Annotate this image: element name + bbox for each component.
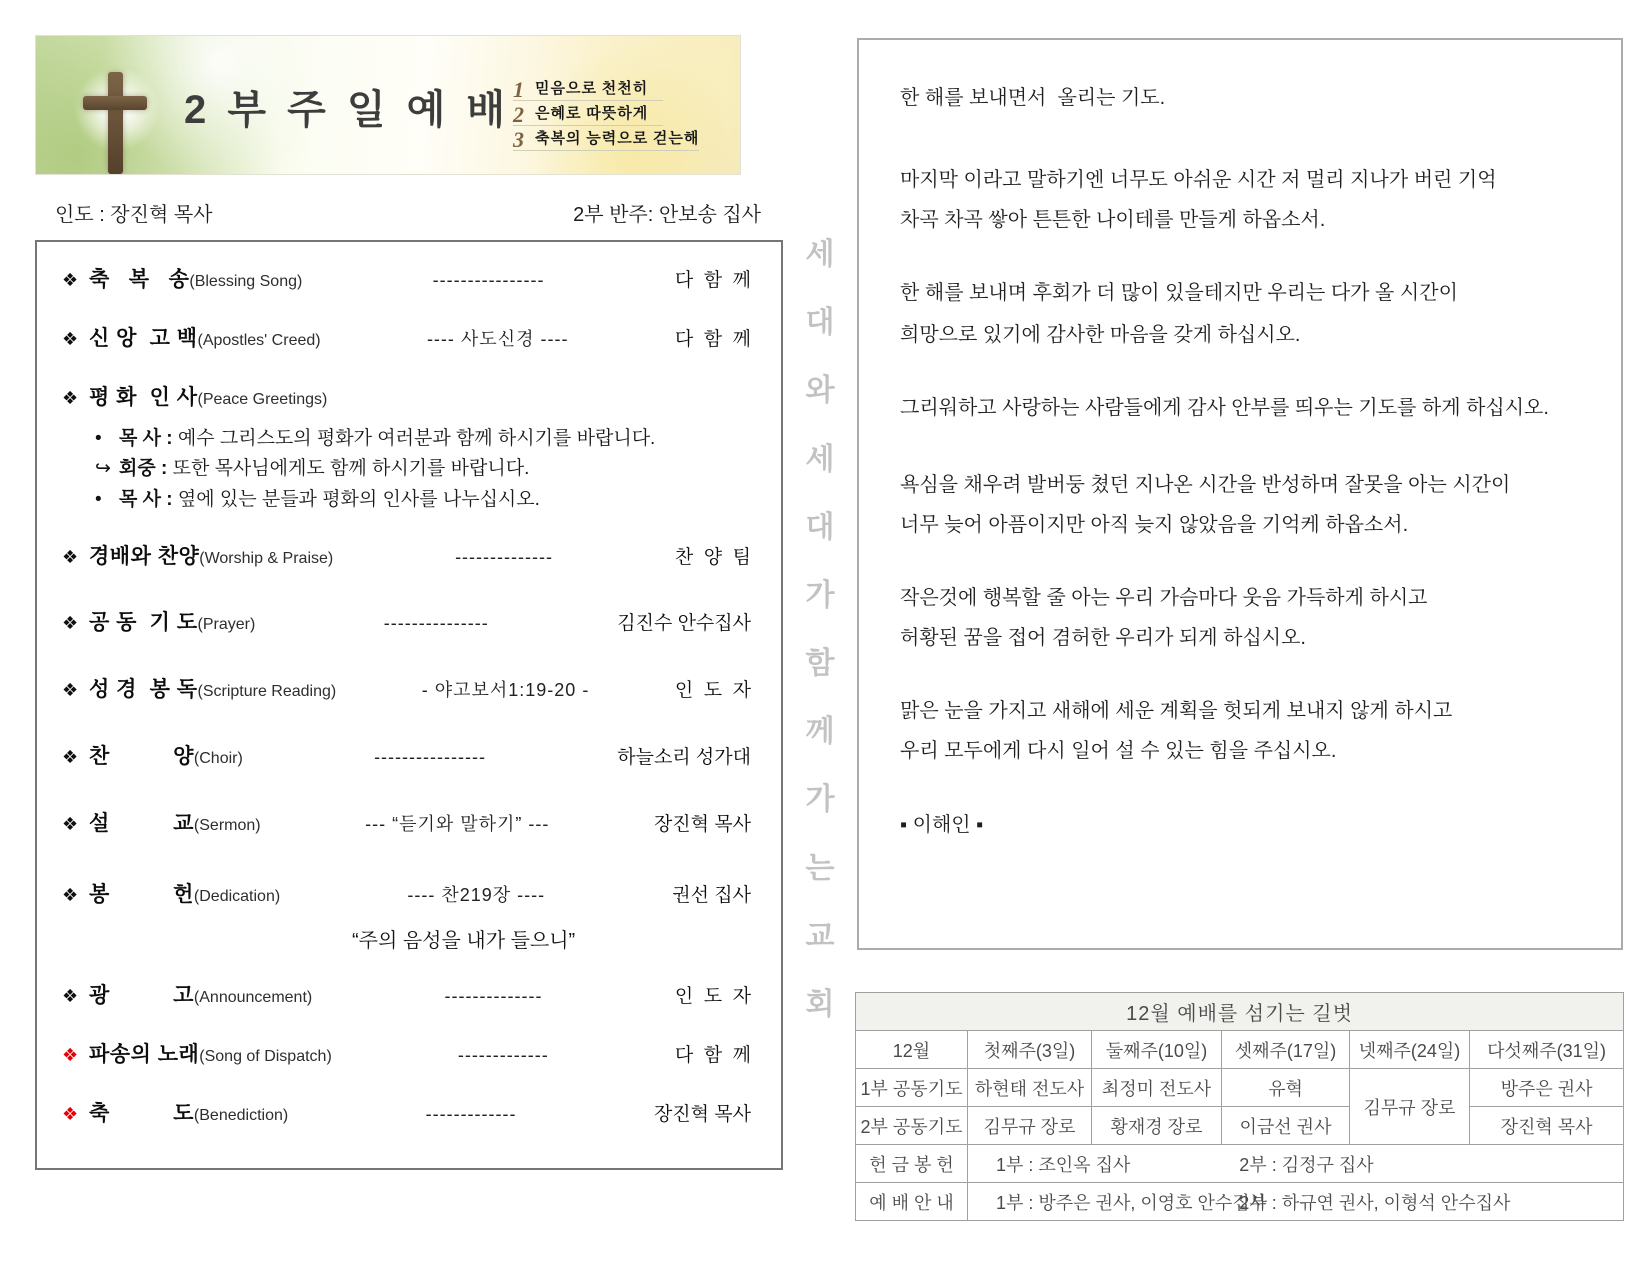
row-label: 헌 금 봉 헌: [856, 1145, 968, 1183]
slogan-line: [513, 102, 663, 127]
row-label: 2부 공동기도: [856, 1107, 968, 1145]
order-title-en: (Prayer): [197, 616, 256, 633]
order-item-blessing-song: [62, 266, 751, 294]
col-week2: 둘째주(10일): [1092, 1031, 1222, 1069]
order-title: 성 경 봉 독: [89, 678, 198, 701]
cross-icon-bar: [83, 96, 147, 110]
order-item-prayer: [62, 609, 751, 637]
order-center: --- “듣기와 말하기” ---: [365, 814, 550, 834]
diamond-icon: ❖: [62, 613, 79, 633]
motto-char: 세: [805, 442, 835, 476]
prayer-box: [857, 38, 1623, 950]
order-performer: 다 함 께: [674, 270, 751, 291]
order-title-en: (Sermon): [193, 817, 261, 834]
cell: 이금선 권사: [1222, 1107, 1350, 1145]
order-center: ---- 사도신경 ----: [426, 329, 569, 349]
order-title-en: (Benediction): [193, 1107, 289, 1124]
motto-char: 회: [805, 987, 835, 1021]
cell-merged: 김무규 장로: [1350, 1069, 1470, 1145]
order-item-apostles-creed: [62, 325, 751, 353]
offering-part2: 2부 : 김정구 집사: [1239, 1154, 1374, 1175]
order-title: 공 동 기 도: [89, 611, 198, 634]
order-item-song-of-dispatch: [62, 1041, 751, 1069]
vertical-motto: [799, 240, 841, 1020]
order-performer: 다 함 께: [674, 329, 751, 350]
order-title-en: (Peace Greetings): [197, 391, 328, 408]
diamond-icon-red: ❖: [62, 1104, 79, 1124]
motto-char: 가: [805, 578, 835, 612]
diamond-icon-red: ❖: [62, 1045, 79, 1065]
col-week1: 첫째주(3일): [968, 1031, 1092, 1069]
order-item-dedication: [62, 881, 751, 909]
order-title: 평 화 인 사: [89, 386, 198, 409]
order-title: 광 고: [89, 984, 194, 1007]
slogan-line: [513, 77, 663, 102]
order-title-en: (Apostles' Creed): [197, 332, 321, 349]
table-row-usher: [856, 1183, 1624, 1221]
order-title: 찬 양: [89, 745, 194, 768]
order-title: 신 앙 고 백: [89, 327, 198, 350]
order-title-en: (Song of Dispatch): [199, 1048, 332, 1065]
cell: 유혁: [1222, 1069, 1350, 1107]
diamond-icon: ❖: [62, 747, 79, 767]
order-performer: 하늘소리 성가대: [617, 747, 751, 768]
diamond-icon: ❖: [62, 814, 79, 834]
diamond-icon: ❖: [62, 885, 79, 905]
bullet-icon: •: [95, 428, 102, 449]
peace-line-pastor2: [95, 487, 751, 513]
slogan-number: 3: [513, 127, 524, 152]
order-performer: 김진수 안수집사: [617, 613, 751, 634]
order-item-peace-greetings: [62, 384, 751, 412]
prayer-line: 작은것에 행복할 줄 아는 우리 가슴마다 웃음 가득하게 하시고: [900, 587, 1428, 609]
banner: [35, 35, 741, 175]
order-performer: 장진혁 목사: [653, 814, 751, 835]
prayer-line: 차곡 차곡 쌓아 튼튼한 나이테를 만들게 하옵소서.: [900, 209, 1326, 231]
banner-title: 2 부 주 일 예 배: [184, 88, 511, 133]
order-title-en: (Scripture Reading): [197, 683, 337, 700]
order-item-announcement: [62, 982, 751, 1010]
order-center: - 야고보서1:19-20 -: [421, 680, 590, 700]
order-title: 봉 헌: [89, 883, 194, 906]
diamond-icon: ❖: [62, 986, 79, 1006]
order-center: --------------: [455, 547, 553, 567]
motto-char: 는: [805, 851, 835, 885]
col-week5: 다섯째주(31일): [1470, 1031, 1624, 1069]
service-leader: 인도 : 장진혁 목사: [55, 204, 213, 226]
motto-char: 께: [805, 715, 835, 749]
order-title: 경배와 찬양: [89, 545, 200, 568]
banner-slogans: [513, 77, 733, 155]
speaker-text: 또한 목사님에게도 함께 하시기를 바랍니다.: [172, 458, 530, 479]
motto-char: 교: [805, 919, 835, 953]
order-center: ---------------: [383, 613, 489, 633]
order-title: 파송의 노래: [89, 1043, 200, 1066]
diamond-icon: ❖: [62, 270, 79, 290]
cross-icon: [108, 72, 123, 174]
order-title-en: (Choir): [193, 750, 243, 767]
bullet-icon: •: [95, 489, 102, 510]
order-center: -------------: [425, 1104, 517, 1124]
col-week3: 셋째주(17일): [1222, 1031, 1350, 1069]
cell: 하현태 전도사: [968, 1069, 1092, 1107]
serving-table: [855, 992, 1624, 1221]
order-performer: 다 함 께: [674, 1045, 751, 1066]
row-label: 예 배 안 내: [856, 1183, 968, 1221]
prayer-line: 마지막 이라고 말하기엔 너무도 아쉬운 시간 저 멀리 지나가 버린 기억: [900, 169, 1497, 191]
dedication-song-title: “주의 음성을 내가 들으니”: [352, 930, 576, 952]
worship-order-box: [35, 240, 783, 1170]
motto-char: 대: [805, 510, 835, 544]
slogan-text: 믿음으로 천천히: [535, 81, 649, 97]
order-item-choir: [62, 743, 751, 771]
arrow-icon: ↪: [95, 458, 111, 479]
order-performer: 인 도 자: [674, 680, 751, 701]
cell: 방주은 권사: [1470, 1069, 1624, 1107]
order-item-scripture-reading: [62, 676, 751, 704]
order-performer: 찬 양 팀: [674, 547, 751, 568]
col-week4: 넷째주(24일): [1350, 1031, 1470, 1069]
order-title: 설 교: [89, 812, 194, 835]
table-row-prayer1: [856, 1069, 1624, 1107]
table-title: 12월 예배를 섬기는 길벗: [856, 993, 1624, 1031]
slogan-text: 축복의 능력으로 걷는해: [535, 131, 700, 147]
order-title-en: (Worship & Praise): [199, 550, 334, 567]
prayer-line: 희망으로 있기에 감사한 마음을 갖게 하십시오.: [900, 324, 1301, 346]
order-center: --------------: [444, 986, 543, 1006]
speaker-text: 옆에 있는 분들과 평화의 인사를 나누십시오.: [177, 489, 540, 510]
speaker-label: 회중 :: [119, 458, 173, 479]
table-row-offering: [856, 1145, 1624, 1183]
order-performer: 권선 집사: [672, 885, 751, 906]
speaker-label: 목 사 :: [119, 428, 178, 449]
usher-part1: 1부 : 방주은 권사, 이영호 안수집사: [996, 1192, 1268, 1213]
order-title-en: (Dedication): [193, 888, 281, 905]
motto-char: 세: [805, 238, 835, 271]
prayer-line: 한 해를 보내면서 올리는 기도.: [900, 87, 1166, 109]
prayer-line: 한 해를 보내며 후회가 더 많이 있을테지만 우리는 다가 올 시간이: [900, 282, 1458, 304]
order-item-worship-praise: [62, 543, 751, 571]
order-center: ----------------: [432, 270, 545, 290]
prayer-line: 맑은 눈을 가지고 새해에 세운 계획을 헛되게 보내지 않게 하시고: [900, 700, 1453, 722]
order-performer: 인 도 자: [674, 986, 751, 1007]
speaker-text: 예수 그리스도의 평화가 여러분과 함께 하시기를 바랍니다.: [177, 428, 656, 449]
order-title-en: (Blessing Song): [189, 273, 303, 290]
order-center: ----------------: [374, 747, 486, 767]
cell: 장진혁 목사: [1470, 1107, 1624, 1145]
slogan-text: 은혜로 따뜻하게: [535, 106, 649, 122]
order-center: -------------: [457, 1045, 549, 1065]
prayer-line: 욕심을 채우려 발버둥 쳤던 지나온 시간을 반성하며 잘못을 아는 시간이: [900, 474, 1511, 496]
order-title: 축 도: [89, 1102, 194, 1125]
table-header-row: [856, 1031, 1624, 1069]
col-month: 12월: [856, 1031, 968, 1069]
order-center: ---- 찬219장 ----: [407, 885, 546, 905]
diamond-icon: ❖: [62, 329, 79, 349]
prayer-line: 허황된 꿈을 접어 겸허한 우리가 되게 하십시오.: [900, 627, 1306, 649]
usher-part2: 2부 : 하규연 권사, 이형석 안수집사: [1239, 1192, 1511, 1213]
table-row-prayer2: [856, 1107, 1624, 1145]
offering-part1: 1부 : 조인옥 집사: [996, 1154, 1131, 1175]
prayer-line: 너무 늦어 아픔이지만 아직 늦지 않았음을 기억케 하옵소서.: [900, 514, 1409, 536]
leader-row: [35, 198, 783, 227]
motto-char: 와: [805, 374, 835, 408]
order-item-benediction: [62, 1100, 751, 1128]
cell: 최정미 전도사: [1092, 1069, 1222, 1107]
slogan-number: 1: [513, 77, 524, 102]
slogan-number: 2: [513, 102, 524, 127]
cell: 김무규 장로: [968, 1107, 1092, 1145]
row-label: 1부 공동기도: [856, 1069, 968, 1107]
order-title: 축 복 송: [89, 268, 190, 291]
order-performer: 장진혁 목사: [653, 1104, 751, 1125]
slogan-line: [513, 127, 700, 152]
peace-line-pastor: [95, 426, 751, 452]
prayer-author: ▪ 이해인 ▪: [900, 814, 984, 836]
diamond-icon: ❖: [62, 680, 79, 700]
prayer-line: 그리워하고 사랑하는 사람들에게 감사 안부를 띄우는 기도를 하게 하십시오.: [900, 397, 1549, 419]
prayer-line: 우리 모두에게 다시 일어 설 수 있는 힘을 주십시오.: [900, 740, 1337, 762]
order-item-sermon: [62, 810, 751, 838]
motto-char: 대: [805, 306, 835, 340]
speaker-label: 목 사 :: [119, 489, 178, 510]
order-title-en: (Announcement): [193, 989, 313, 1006]
peace-line-congregation: [95, 456, 751, 482]
cell: 황재경 장로: [1092, 1107, 1222, 1145]
diamond-icon: ❖: [62, 547, 79, 567]
motto-char: 함: [805, 647, 835, 681]
service-accompanist: 2부 반주: 안보송 집사: [573, 204, 761, 226]
motto-char: 가: [805, 783, 835, 817]
diamond-icon: ❖: [62, 388, 79, 408]
